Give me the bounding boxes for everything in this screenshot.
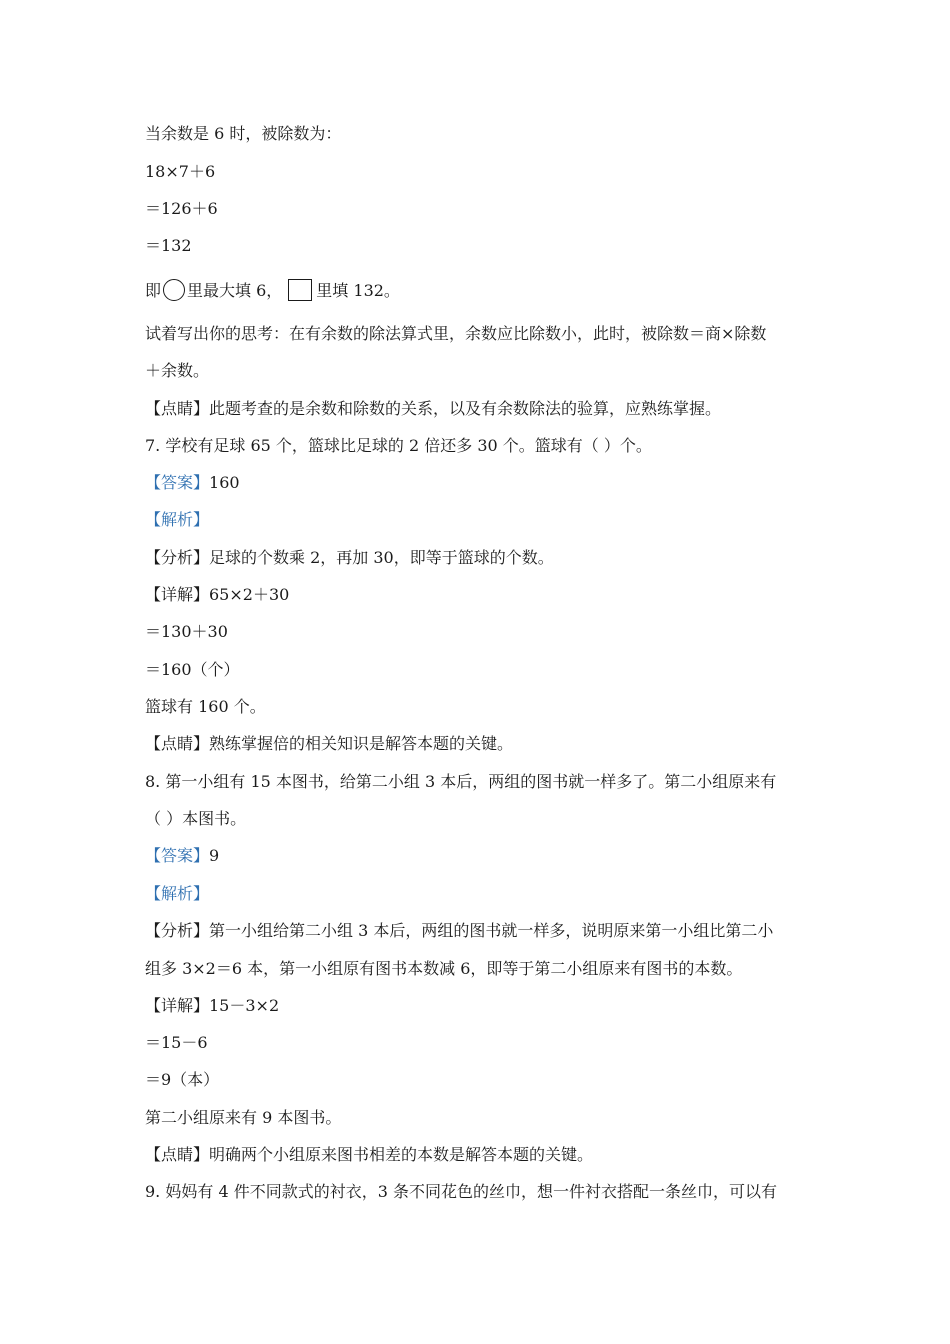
question-8-cont: （ ）本图书。 — [145, 809, 247, 828]
text-line: 试着写出你的思考：在有余数的除法算式里，余数应比除数小，此时，被除数＝商×除数 — [145, 324, 767, 343]
analysis-tag: 【解析】 — [145, 510, 210, 529]
equation-line: ＝160（个） — [145, 660, 240, 679]
text-line: 【详解】65×2＋30 — [145, 585, 290, 604]
equation-line: ＝130＋30 — [145, 622, 228, 641]
text-line: 篮球有 160 个。 — [145, 697, 266, 716]
question-9: 9. 妈妈有 4 件不同款式的衬衣，3 条不同花色的丝巾，想一件衬衣搭配一条丝巾，可以有 — [145, 1182, 777, 1201]
text-line: 第二小组原来有 9 本图书。 — [145, 1108, 342, 1127]
equation-line: ＝126＋6 — [145, 199, 218, 218]
analysis-tag: 【解析】 — [145, 884, 210, 903]
answer-line — [145, 845, 219, 867]
question-7: 7. 学校有足球 65 个，篮球比足球的 2 倍还多 30 个。篮球有（ ）个。 — [145, 436, 652, 455]
answer-tag: 【答案】 — [145, 846, 210, 865]
text-line: 当余数是 6 时，被除数为： — [145, 124, 342, 143]
text-segment: 里填 132。 — [316, 281, 400, 300]
equation-line: 18×7＋6 — [145, 162, 216, 181]
text-segment: 即 — [145, 281, 162, 300]
answer-value: 9 — [209, 846, 220, 865]
equation-line: ＝132 — [145, 236, 192, 255]
text-line: ＋余数。 — [145, 361, 210, 380]
equation-line: ＝9（本） — [145, 1070, 220, 1089]
circle-shape — [163, 279, 185, 301]
square-shape — [288, 279, 312, 301]
comment-line: 【点睛】熟练掌握倍的相关知识是解答本题的关键。 — [145, 734, 514, 753]
answer-line — [145, 472, 240, 494]
text-line: 【分析】足球的个数乘 2，再加 30，即等于篮球的个数。 — [145, 548, 554, 567]
answer-value: 160 — [209, 473, 240, 492]
text-line: 【分析】第一小组给第二小组 3 本后，两组的图书就一样多，说明原来第一小组比第二小 — [145, 921, 774, 940]
comment-line: 【点睛】此题考查的是余数和除数的关系，以及有余数除法的验算，应熟练掌握。 — [145, 399, 722, 418]
text-segment: 里最大填 6， — [187, 281, 283, 300]
question-8: 8. 第一小组有 15 本图书，给第二小组 3 本后，两组的图书就一样多了。第二小组原来有 — [145, 772, 777, 791]
text-line: 【详解】15－3×2 — [145, 996, 280, 1015]
comment-line: 【点睛】明确两个小组原来图书相差的本数是解答本题的关键。 — [145, 1145, 594, 1164]
text-line: 组多 3×2＝6 本，第一小组原有图书本数减 6，即等于第二小组原来有图书的本数。 — [145, 959, 743, 978]
answer-tag: 【答案】 — [145, 473, 210, 492]
text-line — [145, 279, 400, 302]
equation-line: ＝15－6 — [145, 1033, 208, 1052]
